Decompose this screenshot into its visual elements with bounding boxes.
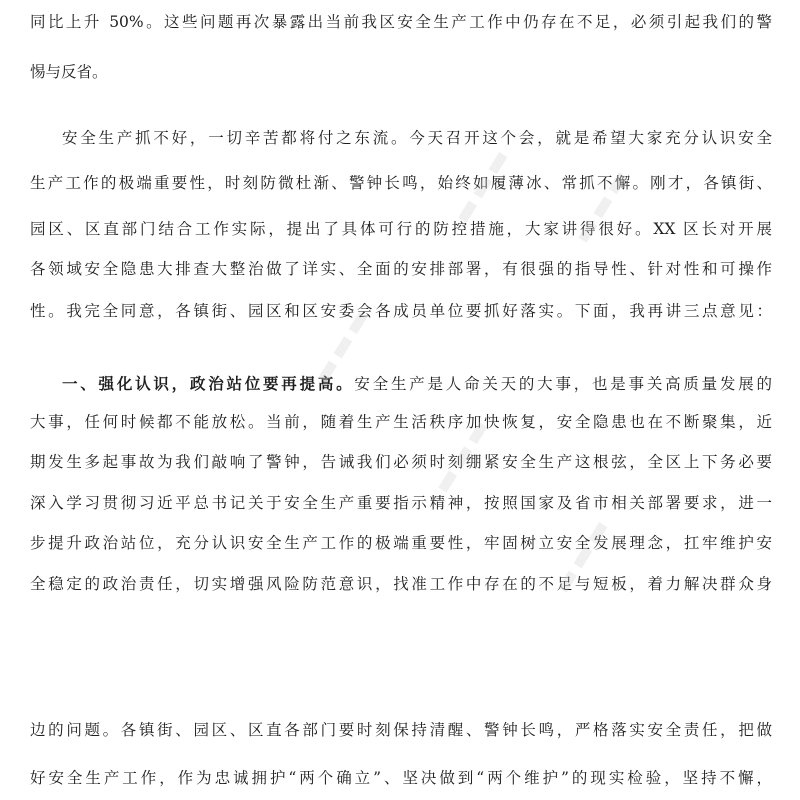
text-line-14: 边的问题。各镇街、园区、区直各部门要时刻保持清醒、警钟长鸣，严格落实安全责任，把做 bbox=[30, 721, 772, 739]
text-line-7: 性。我完全同意，各镇街、园区和区安委会各成员单位要抓好落实。下面，我再讲三点意见： bbox=[30, 302, 772, 320]
text-line-12: 步提升政治站位，充分认识安全生产工作的极端重要性，牢固树立安全发展理念，扛牢维护安 bbox=[30, 534, 772, 552]
watermark-mark-1: ▬▬▬ bbox=[447, 140, 519, 230]
section-heading: 一、强化认识，政治站位要再提高。 bbox=[62, 374, 355, 393]
paragraph-start-line: 安全生产抓不好，一切辛苦都将付之东流。今天召开这个会，就是希望大家充分认识安全 bbox=[62, 129, 772, 147]
text-line-5: 园区、区直部门结合工作实际，提出了具体可行的防控措施，大家讲得很好。XX 区长对开展 bbox=[30, 220, 772, 238]
text-line-6: 各领域安全隐患大排查大整治做了详实、全面的安排部署，有很强的指导性、针对性和可操作 bbox=[30, 260, 772, 278]
section-heading-line bbox=[0, 369, 800, 399]
section-heading-continuation: 安全生产是人命关天的大事，也是事关高质量发展的 bbox=[354, 375, 772, 393]
text-line-15: 好安全生产工作，作为忠诚拥护“两个确立”、坚决做到“两个维护”的现实检验，坚持不懈， bbox=[30, 769, 772, 787]
text-line-2: 惕与反省。 bbox=[30, 63, 108, 81]
watermark-mark-3: ▬▬▬ bbox=[307, 300, 379, 390]
watermark-mark-5: ▬▬▬ bbox=[547, 510, 619, 600]
text-line-4: 生产工作的极端重要性，时刻防微杜渐、警钟长鸣，始终如履薄冰、常抓不懈。刚才，各镇街、 bbox=[30, 174, 772, 192]
text-line-10: 期发生多起事故为我们敲响了警钟，告诫我们必须时刻绷紧安全生产这根弦，全区上下务必要 bbox=[30, 453, 772, 471]
watermark-mark-4: ▬▬▬ bbox=[427, 410, 499, 500]
watermark-mark-2: ▬▬▬ bbox=[567, 160, 639, 250]
text-line-9: 大事，任何时候都不能放松。当前，随着生产生活秩序加快恢复，安全隐患也在不断聚集，近 bbox=[30, 413, 772, 431]
text-line-1: 同比上升 50%。这些问题再次暴露出当前我区安全生产工作中仍存在不足，必须引起我们的警 bbox=[30, 13, 772, 31]
text-line-11: 深入学习贯彻习近平总书记关于安全生产重要指示精神，按照国家及省市相关部署要求，进一 bbox=[30, 494, 772, 512]
text-line-13: 全稳定的政治责任，切实增强风险防范意识，找准工作中存在的不足与短板，着力解决群众身 bbox=[30, 575, 772, 593]
